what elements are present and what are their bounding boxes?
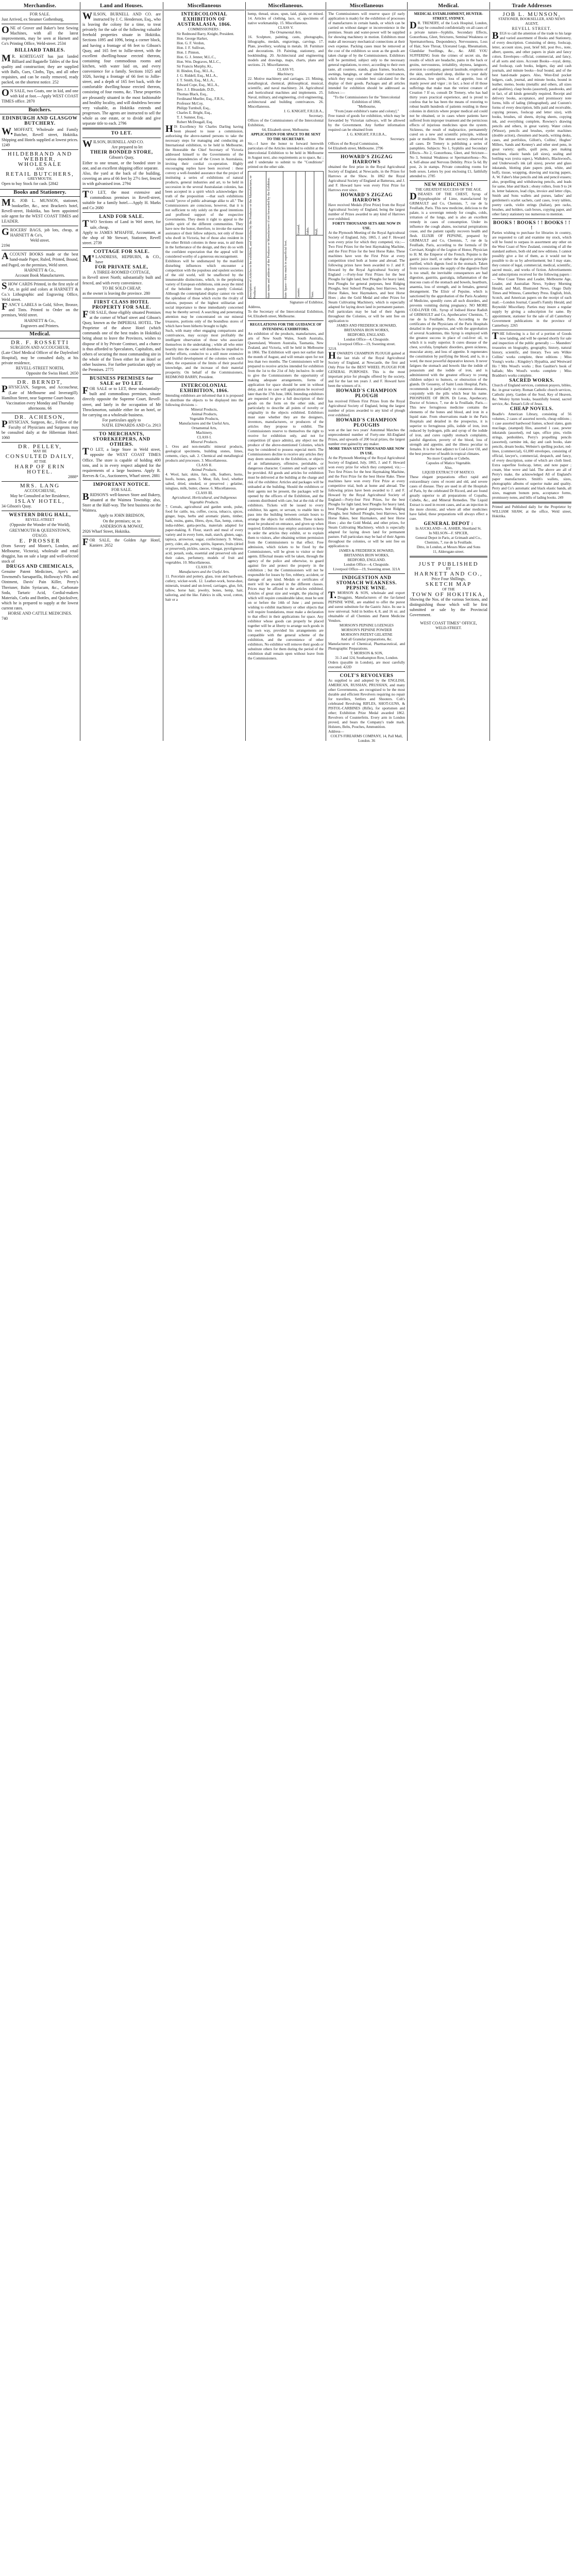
commissioner-list: Sir Redmond Barry, Knight, President. Hon. George Harker, Hon. G. F. Verdon, Hon. J. F. Sullivan, Hon. J. Pinnon, Hon. G. J. Jenner, M.L.C., Hon. Wm. Degraves, M.L.C., Sir Francis Murphy, Kt., H. Bindon, Esq., M.L.A., J. G. Riddell, Esq., M.L.A., J. T. Smith, Esq., M.L.A., Edward Cope, Esq., M.L.A., Rev. J. J. Bleasdale, D.D., Thomas Black, Esq., Ferdinand Mueller, Esq., F.R.S., Professor McCoy, Philipp Turnbull, Esq., Charles E. Bright, Esq., T. J. Sumner, Esq., Robert McDougall, Esq. (177, 32, 234, 125)
section-header: Miscellaneous (327, 3, 407, 10)
howard-ads: The Commissioners will reserve space (if early application is made) for the exhibition of processes of manufactures in certain hands, or which can be carried on without danger or inconvenience in the premises. Steam and water-power will be supplied for showing machinery in motion. Exhibitors must make all necessary mechanical connections at their own expense. Packing cases must be removed at the cost of the exhibitors so soon as the goods are taken charge of by the Commissioners. Exhibitors will be permitted, subject only to the necessary general regulations, to erect, according to their own taste, all counters, stands, glass frames, brackets, awnings, hangings, or other similar contrivances, which they may consider best calculated for the display of their goods. Packages and all articles intended for exhibition should be addressed as follows :— "To the Commissioners for the "Intercolonial Exhibition of 1866, "Melbourne, "From [state exhibitor's name and colony]." Free transit of goods for exhibition, which may be forwarded by Victorian railways, will be allowed by the Government. Any further information required can be obtained from J. G. KNIGHT, F.R.I.B.A., Secretary. Offices of the Royal Commission, 64 Elizabeth street, Melbourne. 2796 HOWARD'S ZIGZAG HARROWS obtained the first prize in the Royal Agricultural Society of England, at Newcastle, in the Prizes for Harrows at the Show. In 1862 the Royal Agricultural Society of England at Battersea, and J. and F. Howard have won every First Prize for Harrows ever since. HOWARD'S ZIGZAG HARROWS Have received Medals (First Prize) from the Royal Agricultural Society of England, being the largest number of Prizes awarded to any kind of Harrows ever exhibited. FORTY THOUSAND SETS ARE NOW IN USE. At the Plymouth Meeting of the Royal Agricultural Society of England, July, 1865, J. and F. Howard won every prize for which they competed, viz.:—Two First Prizes for the best Haymaking Machine, and the First Prize for the best Horse Rake. These machines have won the First Prize at every competition tried both at home and abroad. The following prizes have been awarded to J. and F. Howard by the Royal Agricultural Society of England :—Forty-four First Prizes for the best Ploughs for light land, best Ploughs for heavy land, best Ploughs for general purposes, best Ridging Ploughs, best Subsoil Ploughs, best Harrows, best Horse Rakes, best Haymakers, and best Horse Hoes ; also the Gold Medal and other Prizes for Steam Cultivating Machinery, which is especially adapted for laying down land in permanent pasture. Full particulars may be had of their Agents throughout the Colonies, or will be sent free on application to JAMES AND FREDERICK HOWARD, BRITANNIA IRON WORKS, BEDFORD, ENGLAND. London Office—4, Cheapside. Liverpool Office—19, Sweeting street. 321A HOWARD'S CHAMPION PLOUGH gained at the last trials of the Royal Agricultural Society of England, at Newcastle, the first and Only Prize for the BEST WHEEL PLOUGH FOR GENERAL PURPOSES. This is the most important prize for ploughs offered by the society, and for the last ten years J. and F. Howard have been the winners of it. HOWARD'S CHAMPION PLOUGH has received Fifteen First Prizes from the Royal Agricultural Society of England, being the largest number of prizes awarded to any kind of plough ever exhibited. HOWARD'S CHAMPION PLOUGHS won at the last two years' Autumnal Matches the unprecedented number of Forty-one All-England Prizes, and upwards of 200 local prizes, the largest number ever gained by any maker. MORE THAN SIXTY THOUSAND ARE NOW IN USE. At the Plymouth Meeting of the Royal Agricultural Society of England, July, 1865, J. and F. Howard won every prize for which they competed, viz.:—Two first Prizes for the best Haymaking Machine, and the First Prize for the best Horse Rake. These machines have won every First Prize at every competitive trial, both at home and abroad. The following prizes have been awarded to J. and F. Howard by the Royal Agricultural Society of England:—Forty-four First Prizes, for the best Ploughs for light land, best Ploughs for heavy land, best Ploughs for general purposes, best Ridging Ploughs, best Subsoil Ploughs, best Harrows, best Horse Rakes, best Haymakers, and best Horse Hoes ; also the Gold Medal, and other prizes, for Steam Cultivating Machinery, which is especially adapted for laying down land for permanent pasture. Full particulars may be had of their Agents throughout the colonies, or will be sent free on application to JAMES & FREDERICK HOWARD, BRITANNIA IRON WORKS, BEDFORD, ENGLAND. London Office—4, Cheapside. Liverpool Office—19, Sweeting street. 321A INDIGESTION AND STOMACH WEAKNESS. PEPSINE WINE. T.MORSON & SON, wholesale and export Druggists, Manufacturers of the far-famed PEPSINE WINE, are enabled to offer the purest and surest substitute for the Gastric Juice. Its use is now universal. Sold in bottles 4, 8, and 16 oz. and obtainable of all Chemists and Patent Medicine Vendors. MORSON'S PEPSINE LOZENGES MORSON'S PEPSINE POWDER MORSON'S PATENT GELATINE And all Granular preparations, &c. Manufacturers of Chemical, Pharmaceutical, and Photographic Preparations. T. MORSON & SON, 31-3 and 124, Southampton Row, London. Orders (payable in London), are most carefully executed. 422D COLT'S REVOLVERS As supplied to and adopted by the ENGLISH, AMERICAN, RUSSIAN, PRUSSIAN, and many other Governments, are recognised to be the most durable and efficient Revolvers requiring no repair for travellers, Settlers and Shooters. Colt's celebrated Revolving RIFLES, SHOT-GUNS, & PISTOL-CARBINES (Rifle), for sportsmen and other; Exhibition Prize Medal awarded 1862. Revolvers of Counterfeits. Every arm in London proved, and bears the Company's trade mark. Holsters, Belts, Pouches, Ammunition. Address— COLT'S FIREARMS COMPANY, 14, Pall Mall, London. 36 (328, 12, 405, 743)
imprint: Printed and Published daily for the Proprietor by WILLIAM SHAW, at the office, Weld street, Hokitika. (492, 504, 571, 518)
column-miscellaneous-2 (246, 3, 325, 741)
column-rule (407, 2, 408, 741)
munson-ad: JOB L. MUNSON, STATIONER, BOOKSELLER, AND NEWS AGENT, REVELL STREET. BEGS to call the attention of the trade to his large and varied assortment of Books and Stationery, of every description. Consisting of demy, foolscap, letter, account sizes, post, brief bill, post 8vo., note, albert, queens, and other papers in plain and fancy colors. Envelopes—official, commercial, and fancy, of all sorts and sizes. Account Books—royal, demy, and foolscap, cash books, ledgers, day and cash journals, and minute books—Ieaf bound, and of the best hand-made papers. Also, West-End pocket ledgers, cash, journal, and minute books, bound in leather, memo, books (metallic and others, all sizes and qualities), clasp books (assorted), passbooks, and in fact, of all kinds generally required. Receipt and delivery books, acceptance, and promissory note forms, bills of lading (lithographed), and Custom's forms of every description, bills paid and receivable, copying presses, foolscap and letter size), with books, brushes, oil sheets, drying sheets, copying ink, and everything complete, Rowney's drawing pencils and others, in great variety. Water colors (Winsor), pencils and brushes, eyelet machines (double action), chessmen and boards, writing desks, cases, and portfolios, Gillott's, Collins', Hughes' Millers, Sands and Kenney's and other steel pens, in great variety; quills, quill pens, pen making machines, elastic bands (all sizes), sealing and bottling wax (extra super.), Walkden's, Blackwood's, and Underwood's ink (all sizes), pewter and glass inkstands, blotting plate papers pink, white, and buff), tissue, wrapping, drawing and tracing papers, A. W. Faber's blue pencils and ink and pencil erasers; also, propelling and withdrawing pencils, and leads for same, blue and black ; ebony rollers, from 9 to 24 in. letter balances, lead clips, invoice and letter clips, Smith and Sons wallets and purses, ladies' and gentlemen's scarlet sachets, card cases, ivory tablets, poetry cards, violin strings (Italian), pen racks, brushes, and holders, cash boxes, copying paper, and other fancy stationery too numerous to mention. BOOKS ! BOOKS ! ! BOOKS ! ! ! Parties wishing to purchase for libraries in country, are requested to call and examine my stock, which will be found to surpass in assortment any other on the West Coast of New Zealand, consisting of all the standard authors, both old and new editions. I cannot possibly give a list of them, as it would not be possible to do so by advertisement; but I may state, they consist of legal, commercial, medical, scientific, sacred music, and works of fiction. Advertisements and subscriptions received for the following papers :— West Coast Times and Leader, Melbourne Age, Leader, and Australian News, Sydney Morning Herald, and Mail, Illustrated News, Otago Daily Times and Witness, Canterbury Press. English, Irish, Scotch, and American papers on the receipt of each mail.—London Journal, Cassell's Family Herald, and Reynolds' Miscellany. Parties may insure a regular supply by giving a subscription for same. By appointment, stationer for the sale of all Canterbury Government publications in the province of Canterbury. 2265 THE following is a list of a portion of Goods now landing, and will be opened shortly for sale and inspection of the public generally :— Maunders' treasuries on biography, geography, history, natural history, scientific, and literary. Two sets Wilkie Collins' works complete, three editions ; Miss Young's works ; Kingsley's Hypathia, and Westward Ho ! Mrs Wood's works ; Bon Gaultier's book of ballads; Mrs Wood's works complete ; Miss Braddon's works complete. SACRED WORKS. Church of England services, common prayers, bibles, &c. in great variety. Roman Catholic church services, Catholic piety, Garden of the Soul, Key of Heaven, &c. Wesley hymn books, beautifully bound, sacred service, &c. Renan's Life of Jesus. CHEAP NOVELS. Beadle's American Library, consisting of 56 volumes, 2 cases of assorted novels, cheap editions ; 1 case assorted hardwood frames, school slates, gum mucilage, (stamped) files, assorted 1 case, pewter inkstands (assorted), red tape, office pins, violin strings, penholders, Perry's propelling pencils (assorted), carmine ink, day and cash books, slate pencils, dream books, Webster's spelling pocket, red-lines, (commercial), 61,000 envelopes, consisting of official, lawyer's, commercial, despatch, and fancy, of every description, some of which are cloth lined. Extra superfine foolscap, letter, and note paper ; cream, blue wove and laid. The above are all of Perry's make, the acknowledged All of England's paper manufacturers. Smith's wallets, sizes, photographic albums of superior make and quality. Perry and Co's automatic and black elastic bands, all sizes, magnum bonum pens, acceptance forms, promissory notes, and bills of lading books. 249 Printed and Published daily for the Proprietor by WILLIAM SHAW, at the office, Weld street, Hokitika. (492, 11, 572, 518)
section-header: Books and Stationery. (0, 189, 80, 197)
section-header: Miscellaneous (164, 3, 245, 10)
section-header: Trade Addresses (491, 3, 573, 10)
divisions-list: Mineral Products, Animal Products, Vegetable Products, Manufactures and the Useful Arts, Ornamental Arts, Machinery. (179, 408, 230, 435)
form-column: State Space—How much in superficial feet. (283, 172, 296, 298)
section-header: Miscellaneous. (246, 3, 325, 10)
newspaper-page (0, 0, 574, 743)
sale-ad: FOR SALE. Just Arrived, ex Steamer Gothenburg, ONE of Grover and Baker's best Sewing Machines, with all the latest improvements, may be seen at Harnett and Co's Printing Office, Weld-street. 2534 BILLIARD TABLES. MR. KORTEGAST has just landed Billiard and Bagatelle Tables of the first quality and construction; they are supplied with Balls, Cues, Cloths, Tips, and all other requisites, and can be easily removed, ready packed, on the shortest notice. 252 ON SALE, two Goats, one in kid, and one with kid at foot.—Apply WEST COAST TIMES office. 2870 (2, 12, 78, 104)
space-columns: Ground. Table. Wall. Counter. Floor. (296, 172, 323, 298)
form-column: Description of Articles to be exhibited, and whether by the Producer or the Manufacturer, or Producer. (248, 172, 266, 298)
section-header: Merchandise. (0, 3, 80, 10)
exhibition-notice: INTERCOLONIAL EXHIBITION OF AUSTRALASIA, 1866. COMMISSIONERS : Sir Redmond Barry, Knight, President. Hon. George Harker, Hon. G. F. Verdon, Hon. J. F. Sullivan, Hon. J. Pinnon, Hon. G. J. Jenner, M.L.C., Hon. Wm. Degraves, M.L.C., Sir Francis Murphy, Kt., H. Bindon, Esq., M.L.A., J. G. Riddell, Esq., M.L.A., J. T. Smith, Esq., M.L.A., Edward Cope, Esq., M.L.A., Rev. J. J. Bleasdale, D.D., Thomas Black, Esq., Ferdinand Mueller, Esq., F.R.S., Professor McCoy, Philipp Turnbull, Esq., Charles E. Bright, Esq., T. J. Sumner, Esq., Robert McDougall, Esq. HIS Excellency Sir Charles Darling having been pleased to issue a commission, authorising the above-named persons to take the necessary steps for managing and conducting an International exhibition, to be held in Melbourne, the Honorable the Chief Secretary of Victoria addressed himself to the Governments of the various dependencies of the Crown in Australasia, inviting their cordial co-operation. Highly encouraging replies have been received : these convey a well-founded assurance that the project of instituting a series of exhibitions of natural products, general industries and art, to be held in succession in the several Australasian colonies, has been accepted in a spirit which acknowledges the truth of the proposition —that such exhibitions would "prove of public advantage alike to all." The Commissioners are conscious, however, that it is not sufficient to rely solely on the good intentions and proffered support of the respective Governments. They deem it right to appeal to the public spirit of the different communities. They have now the honor, therefore, to invoke the earnest assistance of their fellow subjects, not only of those who dwell in Victoria, but of those also resident in the other British colonies in these seas, to aid them in the furtherance of the design, and they do so with the confident expectation that the appeal will be considered worthy of a generous encouragement. Exhibitors will be undismayed by the manifold disturbing influences which encounter a competition with the populous and opulent societies of the old world, will be unaffected by the innumerable distinctions, which, in the perplexing variety of European exhibitions, sink away the mind of the beholder from objects purely Colonial. Although the contemplated display cannot vie with the splendour of those which excite the rivalry of nations, purposes of the highest utilitarian and social importance to these immediately concerned may be thereby served. A searching and penetrating attention may be concentrated on our mineral treasures, portions only of the boundless stores of which have been hitherto brought to light. Such, with many other engaging comparisons and contrivances, may occupy most profitably the intelligent observation of those who associate themselves in the undertaking ; while all who enter heartily into the cause will doubtless be impelled to further efforts, conducive to a still more extensive and fruitful development of the colonies with each other, the expansion of the limits of their peaceful knowledge, and the increase of their material prosperity. On behalf of the Commissioners, REDMOND BARRY, President. INTERCOLONIAL EXHIBITION, 1866. Intending exhibitors are informed that it is proposed to distribute the objects to be displayed into the following divisions :- Mineral Products, Animal Products, Vegetable Products, Manufactures and the Useful Arts, Ornamental Arts, Machinery. CLASS I. Mineral Products. 1. Ores and non-metallic mineral products, geological specimens, building stones, limes, cements, clays, salt. 2. Chemical and metallurgical products and processes. 3. Miscellaneous. CLASS II. Animal Products. 4. Wool, hair, skins, furs, silk, feathers, horns, hoofs, bones, gums. 5. Meat, fish, fowl, whether salted, dried, smoked, or preserved ; gelatine, isinglass, milk, butter, cheese. 6. Miscellaneous. CLASS III. Agricultural, Horticultural, and Indigenous Vegetable Products. 7. Cereals, agricultural and garden seeds, pulse, food for cattle, tea, coffee, cocoa, tobacco, spices, ginger, hops, herbs and aromatic plants, timber, bark, resins, gums, fibres, dyes, flax, hemp, cotton, india-rubber, gutta-percha, materials adapted for paper-making. 8. Flour, starch and meal of every variety and in every form, malt, starch, gluten, sago, tapioca, arrowroot, sugar, confectionery. 9. Wines, perry, cider, ale, porter, spirits, liqueurs, fruits (dried or preserved), pickles, sauces, vinegar, pyroligneous acid, potash, soda, essential and preserved oils and their cakes, perfumery, models of fruit and vegetables. 10. Miscellaneous. CLASS IV. Manufactures and the Useful Arts. 11. Porcelain and pottery, glass, iron and hardware, cutlery, wicker-work. 12. Leather-work, horse-dust, minerals, treated and un-loved, carriages, glue, felt, tallow, horse hair, jewelry, bones, hemp, hair, tailoring, and the like. Fabrics in silk, wool, cotton, hair or a (165, 12, 243, 602)
column-rule (245, 2, 246, 741)
column-merchandise (0, 3, 80, 741)
column-miscellaneous-3 (327, 3, 407, 741)
form-column: State name and address of the Producer or Manufacturer if not forwarded by the Exhibitor. (266, 172, 283, 298)
section-header: Land and Houses. (81, 3, 162, 10)
section-header: Medical. (408, 3, 489, 10)
column-miscellaneous-1 (164, 3, 245, 741)
doctors-ad: DR. F. ROSSETTI SURGEON AND ACCOUCHEUR, (Late Chief Medical Officer of the Daylesford Hospital), may be consulted daily, at his private residence, REVELL-STREET NORTH, Opposite the Swiss Hotel. 2650 DR. BERNDT, PHYSICIAN, Surgeon, and Accoucheur, (Late of Melbourne and Inverargill). Hamilton Street, near Supreme Court-house. Vaccination every Monday and Thursday afternoons. 66 DR. ACHESON, PHYSICIAN, Surgeon, &c., Fellow of the Faculty of Physicians and Surgeons may be consulted daily at the Hibernian Hotel. 1060 DR. PELLEY, MAY BE CONSULTED DAILY, AT THE HARP OF ERIN HOTEL. 2888* MRS. LANG ACCOUCHEUSE, May be Consulted at her Residence, ISLAY HOTEL, 34 Gibson's Quay. WESTERN DRUG HALL, REVELL-STREET (Opposite the Wonder of the World), GREYMOUTH & QUEENSTOWN, OTAGO. E. PROSSER (from Savory and Moore's, London, and Melbourne, Victoria), wholesale and retail druggist, has on sale a large and well-selected stock of DRUGS AND CHEMICALS, Genuine Patent Medicines, Ayer's and Townsend's Sarsaparilla, Holloway's Pills and Ointment, Davis' Pain Killer, Perry's Threisner, Balm Syriacum, &c., Carbonate Soda, Tartaric Acid, Cordial-makers Materials, Corks and Bottles, and Quicksilver, which he is prepared to supply at the lowest current rates. HORSE AND CATTLE MEDICINES. 740 (2, 339, 78, 621)
regulations: Signature of Exhibitor, Address, To the Secretary of the Intercolonial Exhibition, 64, Elizabeth street, Melbourne. REGULATIONS FOR THE GUIDANCE OF INTENDING EXHIBITORS. An exhibition of the products, manufactures, and arts of New South Wales, South Australia, Queensland, Western Australia, Tasmania, New Zealand, and Victoria, will be held in Melbourne in 1866. The Exhibition will open not earlier than the month of August, and will remain open for not less than two months. The Commissioners will be prepared to receive articles intended for exhibition from the 1st to the 21st of July inclusive. In order to give the Commissioners the opportunity of making adequate arrangements, forms of application for space should be sent in without delay, and in no case will applications be received later than the 17th June, 1866. Intending exhibitors are requested to give a full description of their goods on the form on the other side, and particularly to describe all points of novelty or originality in the objects exhibited. Exhibitors must state whether they are the designers, inventors, manufacturers, or producers of the articles they propose to exhibit. The Commissioners reserve to themselves the right to receive for exhibition only, and not for competition (if space admits), any object not the produce of the above-mentioned Colonies, which may be considered to possess especial merit. The Commissioners decline to receive any articles they may deem unsuitable to the Exhibition, or objects of an inflammatory, offensive, perishable, or dangerous character. Counters and wall space will be provided. All goods and articles for exhibition must be delivered at the building at the charge and risk of the exhibitor. Articles and packages will be unloaded at the building. Should the exhibitors or their agents not be present, the packages will be opened by the officers of the Exhibition, and the contents distributed with care, but at the risk of the exhibitors. Tickets will be issued to every exhibitor, his agent, or servant, to enable him to pass into the building between certain hours to arrange the objects for exhibition. These tickets must be produced on entrance, and given up when required. Exhibitors may employ assistants to keep in order the articles they exhibit, or to explain them to visitors, after obtaining written permission from the Commissioners to that effect. Free admission, which tickets to be fixed by the Commissioners, will be given to visitor or their agents. Effectual means will be taken, through the agency of the police and otherwise, to guard against fire and protect the property in the exhibition ; but the Commissioners will not be responsible for losses by fire, robbery, accident, or damage of any kind. Medals or certificates of merit will be awarded in the different classes. Prices may be affixed to the articles exhibited. Articles of great size and weight, the placing of which will require considerable labor, must be sent on or before the 14th of June ; and persons wishing to exhibit machinery or other objects that will require foundations, must make a declaration to that effect in their applications for space. Any exhibitor whose goods can properly be placed together will be at liberty to arrange such goods in his own way, provided his arrangements are compatible with the general scheme of the exhibition, and the convenience of other exhibitors. No exhibitor will remove their goods or substitute others for them during the period of the exhibition shall remain open without leave from the Commissioners. (248, 300, 324, 660)
exhibition-classes: hemp, thread, straw, spun, laid, plain, or mixed. 14. Articles of clothing, lace, or, specimens of native workmanship. 15. Miscellaneous. CLASS V. The Ornamental Arts. 16. Sculpture, painting, casts, photographs, lithographs, medals, engravings, carvings. 17. Plate, jewellery, working in metals. 18. Furniture and decorations. 19. Painting, stationery, and bookbinding. 20. Architectural and engineering models and drawings, maps, charts, plans and sections. 21. Miscellaneous. CLASS VI. Machinery. 22. Motive machinery and carriages. 23. Mining, metallurgical, chemical, philosophical, musical, scientific, and naval machinery. 24. Agricultural and horticultural machines and implements. 25. Naval, military, and engineering, civil engineering, architectural and building contrivances. 26. Miscellaneous. J. G. KNIGHT, F.R.I.B.A., Secretary. Offices of the Commissioners of the Intercolonial Exhibition, 64, Elizabeth street, Melbourne. APPLICATION FOR SPACE TO BE SENT TO THE SECRETARY. Sir,—I have the honor to forward herewith particulars of the Articles intended to exhibit at the Intercolonial Exhibition to be held in Melbourne in August next, also requirements as to space, &c ; and I undertake to submit to the "Conditions" printed on the other side. (248, 12, 324, 169)
section-header: Butchers. (0, 107, 80, 114)
column-rule (489, 2, 490, 741)
land-ads: WILSON, BURNELL AND CO. are instructed by J. C. Henderson, Esq., who is leaving the colony for a time, to treat privately for the sale of the following valuable freehold properties situate in Hokitika. Sections 1095 and 1096, being a corner block, and having a frontage of 66 feet to Gibson's Quay, and 165 feet to Jollie-street, with the excellent dwelling-house erected thereon, containing four commodious rooms and kitchen, with water laid on, and every convenience for a family. Sections 1025 and 1026, having a frontage of 66 feet to Jollie-street, and a depth of 165 feet back, with the comfortable dwelling-house erected thereon, consisting of four rooms, &c. These properties are pleasantly situated in the most fashionable and healthy locality, and will doubtless become very valuable, as Hokitika extends and progresses. The agents are instructed to sell the whole as one estate, or to divide and give separate title to each. 2796 TO LET. WILSON, BURNELL AND CO. Are prepared to let THEIR BONDED STORE, Gibson's Quay, Either to one tenant, or the bonded store in one, and an excellent shipping office separate. Also, the yard at the back of the building, covering an area of 66 feet by 27½ feet, fenced in with galvanised iron. 2794 TO LET, the most extensive and commodious premises in Revell-street, suitable for a family hotel.—Apply H. Marks and Co 2680 LAND FOR SALE. TWO Sections of Land in Wel street, for sale, cheap. Apply to JAMES M'HAFFIE, Accountant, at the shop of Mr Stewart, Stationer, Revell street. 2739 COTTAGE FOR SALE. M'LANDRESS, HEPBURN, & CO., have FOR PRIVATE SALE, A THREE-ROOMED COTTAGE, in Revell street North; substantially built and fenced, and with every convenience. TO BE SOLD CHEAP, as the owner is leaving the province. 280 FIRST CLASS HOTEL PROPERTY FOR SALE. FOR SALE, those eligibly situated Premises at the corner of Wharf street and Gibson's Quay, known as the IMPERIAL HOTEL. The Proprietor of the above Hotel (which commands one of the best trades in Hokitika) being about to leave the Provinces, wishes to dispose of it by Private Contract, and a chance is thus afforded to Speculators, Capitalists, and others of securing the most commanding site in the whole of the Town either for an Hotel or other business. For further particulars apply on the Premises. 2775 BUSINESS PREMISES for SALE or TO LET. FOR SALE or to LET, these substantially-built and commodious premises, situate directly opposite the Supreme Court, Revell-street, and lately in the occupation of Mr Throckmorton, suitable either for an hotel, or for carrying on a wholesale business. For particulars apply to NATH. EDWARDS AND Co. 2913 TO MERCHANTS, STOREKEEPERS, AND OTHERS. TO LET, a large Store in Weld street, opposite the WEST COAST TIMES Office. The store is capable of holding 400 tons, and is in every respect adapted for the requirements of a large business. Apply R. Reeves & Co., Auctioneers, Wharf street. 2881 IMPORTANT NOTICE. FOR SALE. BRIDSON'S well-known Store and Bakery, situated at the Waimea Township; also, Store at the Half-way. The best business on the Waimea. Apply to JOHN BRIDSON, On the premises; or, to ANDERSON & MOWAT, 2926 Wharf Street, Hokitika. FOR SALE, the Golden Age Hotel, Kaniere. 2652 (82, 11, 161, 548)
section-header: Medical. (0, 331, 80, 338)
butchery-ad: EDINBURGH AND GLASGOW BUTCHERY. W.MOFFATT, Wholesale and Family Butcher, Revell street, Hokitika. Shipping and Hotels supplied at lowest prices. 1249 HILDEBRAND AND WEBBER, WHOLESALE AND RETAIL BUTCHERS, GREYMOUTH. Open to buy Stock for cash. [2842 (2, 115, 78, 187)
medical-ads: MEDICAL ESTABLISHMENT, HUNTER-STREET, SYDNEY. DR. TRENERY, of the Lock Hospital, London, may be consulted confidentially on all cases of a private nature—Syphilis, Secondary Effects, Gonorrhoea, Gleet, Strictures, Seminal Weakness or Spermatorrhoea, Despondency, Nervousness, Loss of Hair, Sore Throat, Ulcerated Legs, Rheumatism, Glandular Swellings, &c., &c. ARE YOU SUFFERING from the crimes of secret sin, the results of which are headache, pains in the back or groins, nervousness, irritability, shyness, languors, aversion to company, general lassitude, eruptions of the skin, unrefreshed sleep, dislike to your daily avocations, low spirits, loss of appetite, loss of manly power and vigor ; in fact, a host of ill those sufferings that make man the veriest creature of Creation ? If so, consult Dr Trenery, who has had thirty years practical experience, and is proud to confess that he has been the means of restoring to robust health hundreds of patients residing in these colonies in districts where proper medical aid could not be obtained, or in cases where patients have suffered from improper treatment and the pernicious effects of injurious medicines upon the system. Sickness, the result of malpractice, permanently cured on a new and scientific principle, without pain or medicine. The utmost secrecy observed in all cases. Dr Trenery is publishing a series of pamphlets. Subjects: No 1, Syphilis and Secondary Effects—No 2, Gonorrhoea, Gleet, and Stricture—No 3, Seminal Weakness or Spermatorrhoea—No. 4, Self-abuse and Nervous Debility. Price 5s 6d. By post, 2s in stamps. Private consulting rooms for both sexes. Letters by post enclosing £1, faithfully attended to. 2785 NEW MEDICINES ! THE GREATEST SUCCESS OF THE AGE. DISEASES OF THE CHEST, Syrup of Hypophosphite of Lime, manufactured by GRIMAULT and Co, Chemists, 7, rue de la Feuillade, Paris. This new medicine, delicious to the palate, is a sovereign remedy for coughs, colds, irritation of the lungs, and is also an excellent remedy in cases of consumption. Under its influence the cough abates, nocturnal perspirations cease, and the patient rapidly recovers health and flesh. ELIXIR OF PEPSINE, prepared by GRIMAULT and Co, Chemists, 7, rue de la Feuillade, Paris, according to the formula of Dr Corvisart, Knight of the Legion of Honor, Physician to H. M. the Emperor of the French. Pepsine is the gastric juice itself, or rather the digestive principle purified, which digests food in the stomach. Taken from various causes the supply of the digestive fluid is too small, the inevitable consequences are bad digestion, gastritis, gastralgia, inflammation of the mucous coats of the stomach and bowels, heartburn, anaemia, loss of strength, and in females, general derangement. The Elixir of Pepsine, which is sanctioned by the approbation of the Paris Academy of Medicine, speedily cures all such disorders, and prevents vomiting during pregnancy. NO MORE COD-LIVER OIL. Syrup of Iodised Horse Radish of GRIMAULT and Co, Apothecaries' Chemists, 7, rue de la Feuillade, Paris. According to the certificates of the Physicians of the Paris Hospitals detailed in the prospectus, and with the approbation of several Academies, this Syrup is employed with the greatest success in place of cod-liver oil, to which it is really superior. It cures disease of the chest, scrofula, lymphatic disorders, green sickness, muscular atony, and loss of appetite. It regenerates the constitution by purifying the blood, and is, in a word, the most powerful depurative known. It never fatigues the stomach and bowels like the iodide of potassium and the iodide of iron, and is administered with the greatest efficacy to young children subject to humors, or obstruction of the glands. Dr Gesserey, of Saint Louis Hospital, Paris, recommends it particularly to cutaneous diseases, conjointly with the pills which bear his name. PHOSPHATE OF IRON. Dr Leras, Apothecary, Doctor of Science, 7, rue de la Feuillade, Paris.—This new ferruginous medicine contains the elements of the bones and blood, and iron in a liquid state. From observations made in the Paris Hospitals and detailed in the prospectus, it is superior to ferruginous pills, iodide of iron, iron reduced by hydrogen, pills and syrup of the iodide of iron, and cures rapidly stomach complaints, painful digestion, poverty of the blood, loss of strength and appetite, and the illness peculiar to females. It is the best adjunct to Cod-Liver Oil, and the best preserver of health in tropical climates. No more Copaiba or Cubebs. Capsules of Matico Vegetable. Also, LIQUID EXTRACT OF MATICO. These elegant preparations effect rapid and extraordinary cures of recent and old, and severe cases of disease. They are used in all the Hospitals of Paris, by the celebrated Dr Ricord, and are found greatly superior to all preparations of Copaiba, Cubebs, &c., and Mineral Remedies. The Liquid Extract is used in recent cases, and as an injection in the more chronic, and where all other medicines have failed, these preparations will always effect a cure. GENERAL DEPOT : In AUCKLAND—A. ASHER, Shortland St. In NELSON—F. SPICER, General Depot in Paris, at Grimault and Co., Chemists, 7, rue de la Feuillade. Ditto, in London, at Messrs Maw and Sons 11, Aldersgate-street. JUST PUBLISHED BY HARNETT AND CO., Price Four Shillings, SKETCH MAP OF THE TOWN OF HOKITIKA, Showing the Nos. of the various Sections, and distinguishing those which will be first submitted or sale by the Provincial Government. WEST COAST TIMES" OFFICE, WELD-STREET. (410, 12, 487, 631)
column-trade-addresses (491, 3, 573, 741)
column-medical (408, 3, 489, 741)
column-land-and-houses (81, 3, 162, 741)
application-form-table (248, 171, 324, 299)
books-ad: MR. JOB L. MUNSON, stationer, bookseller, &c., next Bracken's hotel, Revell-street, Hokitika, has been appointed sole agent for the WEST COAST TIMES and LEADER. GROCERS' BAGS, job lots, cheap, at HARNETT & Co's, Weld street. 2194 ACCOUNT BOOKS made or the best hand-made Paper, Ruled, Printed, Bound, and Paged, on the premises, Weld street. HARNETT & Co., Account Book Manufacturers. SHOW CARDS Printed, in the first style of Art, in gold and colors at HARNETT & Co.'s Lithographic and Engraving Office, Weld street. FANCY LABELS in Gold, Silver, Bronze, and Tints. Printed to Order on the premises, Weld street. HARNETT & Co., Engravers and Printers. (2, 197, 78, 328)
